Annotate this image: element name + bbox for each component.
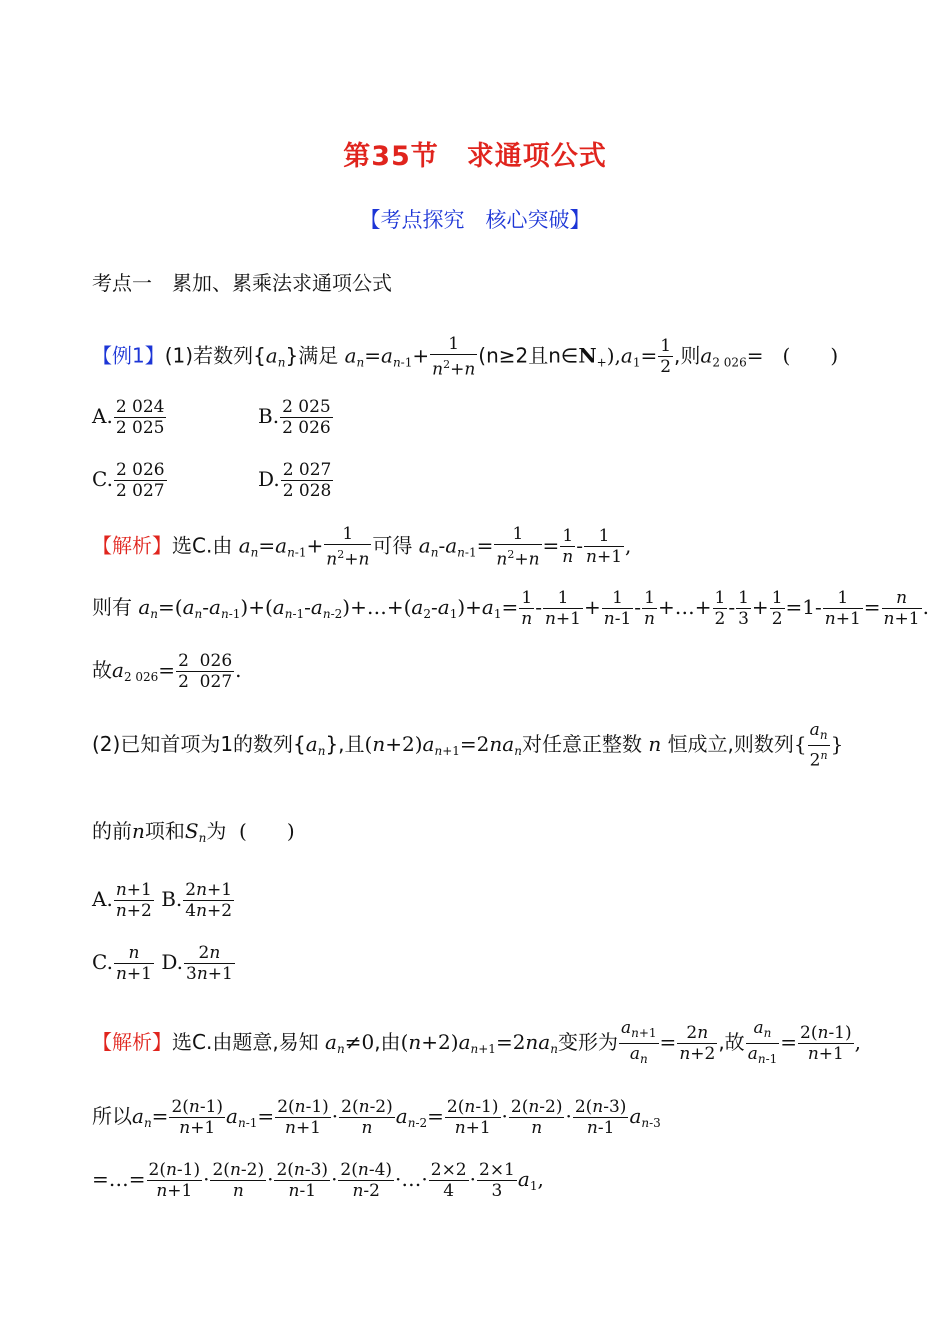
analysis2-line2: 所以$a_n=$ $\frac{2(n-1)}{n+1}$ $a_{n-1}=$ $\frac{2(n-1)}{n+1}$ · $\frac{2(n-2)}{n}$ $a_{n-2}=$ $\frac{2(n-1)}{n+1}$ · $\frac{2(n-2)}{n}$ · $\frac{2(n-3)}{n-1}$ $a_{n-3}$ xyxy=(92,1097,661,1138)
section-heading: 考点一 累加、累乘法求通项公式 xyxy=(92,271,392,295)
option-b: B. $\frac{2 025}{2 026}$ xyxy=(258,397,331,438)
option2-cd: C. $\frac{n}{n+1}$ D. $\frac{2n}{3n+1}$ xyxy=(92,943,233,984)
analysis1-line2: 则有 $a_n=(a_n-a_{n-1})+(a_{n-1}-a_{n-2})+\dots+(a_2-a_1)+a_1=$ $\frac{1}{n}$ - $\frac{1}{n+1}$ + $\frac{1}{n-1}$ - $\frac{1}{n}$ +…+ $\frac{1}{2}$ - $\frac{1}{3}$ + $\frac{1}{2}$ =1- $\frac{1}{n+1}$ = $\frac{n}{n+1}$ . xyxy=(92,588,929,629)
example1-question: 【例1】(1)若数列$\{a_n\}$满足 $a_n=a_{n-1}+$ $\frac{1}{n^2+n}$ (n≥2且$n\in N_+),a_1=$ $\frac{1}{2}$ ,则$a_{2 026}=$ ( ) xyxy=(92,334,839,380)
analysis1-line3: 故$a_{2 026}=$ $\frac{2 026}{2 027}$ . xyxy=(92,651,242,692)
analysis1-line1: 【解析】选C.由 $a_n=a_{n-1}+$ $\frac{1}{n^2+n}$ 可得 $a_n-a_{n-1}=$ $\frac{1}{n^2+n}$ = $\frac{1}{n}$ - $\frac{1}{n+1}$ , xyxy=(92,524,632,570)
answer-blank: ( ) xyxy=(239,819,295,843)
answer-blank: ( ) xyxy=(782,343,839,368)
analysis-tag: 【解析】 xyxy=(92,533,172,558)
fraction: $\frac{1}{2}$ xyxy=(660,336,672,378)
option2-ab: A. $\frac{n+1}{n+2}$ B. $\frac{2n+1}{4n+2}$ xyxy=(92,880,233,921)
analysis-tag: 【解析】 xyxy=(92,1030,172,1054)
option-c: C. $\frac{2 026}{2 027}$ xyxy=(92,460,165,501)
page-title: 第35节 求通项公式 xyxy=(343,141,607,172)
option-d: D. $\frac{2 027}{2 028}$ xyxy=(258,460,332,501)
example1-part2: (2)已知首项为1的数列$\{a_n\}$,且$(n+2)a_{n+1}=2na_n$对任意正整数 n 恒成立,则数列{ $\frac{a_n}{2^n}$ } xyxy=(92,720,844,771)
analysis2-line3: =…= $\frac{2(n-1)}{n+1}$ · $\frac{2(n-2)}{n}$ · $\frac{2(n-3)}{n-1}$ · $\frac{2(n-4)}{n-2}$ ·…· $\frac{2\times 2}{4}$ · $\frac{2\times 1}{3}$ $a_1$, xyxy=(92,1160,544,1201)
fraction: $\frac{1}{n^2+n}$ xyxy=(432,334,476,380)
analysis2-line1: 【解析】选C.由题意,易知 $a_n\ne 0$,由$(n+2)a_{n+1}=2na_n$变形为 $\frac{a_{n+1}}{a_n}$ = $\frac{2n}{n+2}$ ,故 $\frac{a_n}{a_{n-1}}$ = $\frac{2(n-1)}{n+1}$ , xyxy=(92,1018,861,1066)
section-subtitle: 【考点探究 核心突破】 xyxy=(359,208,591,232)
option-a: A. $\frac{2 024}{2 025}$ xyxy=(92,397,165,438)
example-tag: 【例1】 xyxy=(92,343,165,368)
example1-part2-line2: 的前n项和$S_n$为 ( ) xyxy=(92,819,295,845)
